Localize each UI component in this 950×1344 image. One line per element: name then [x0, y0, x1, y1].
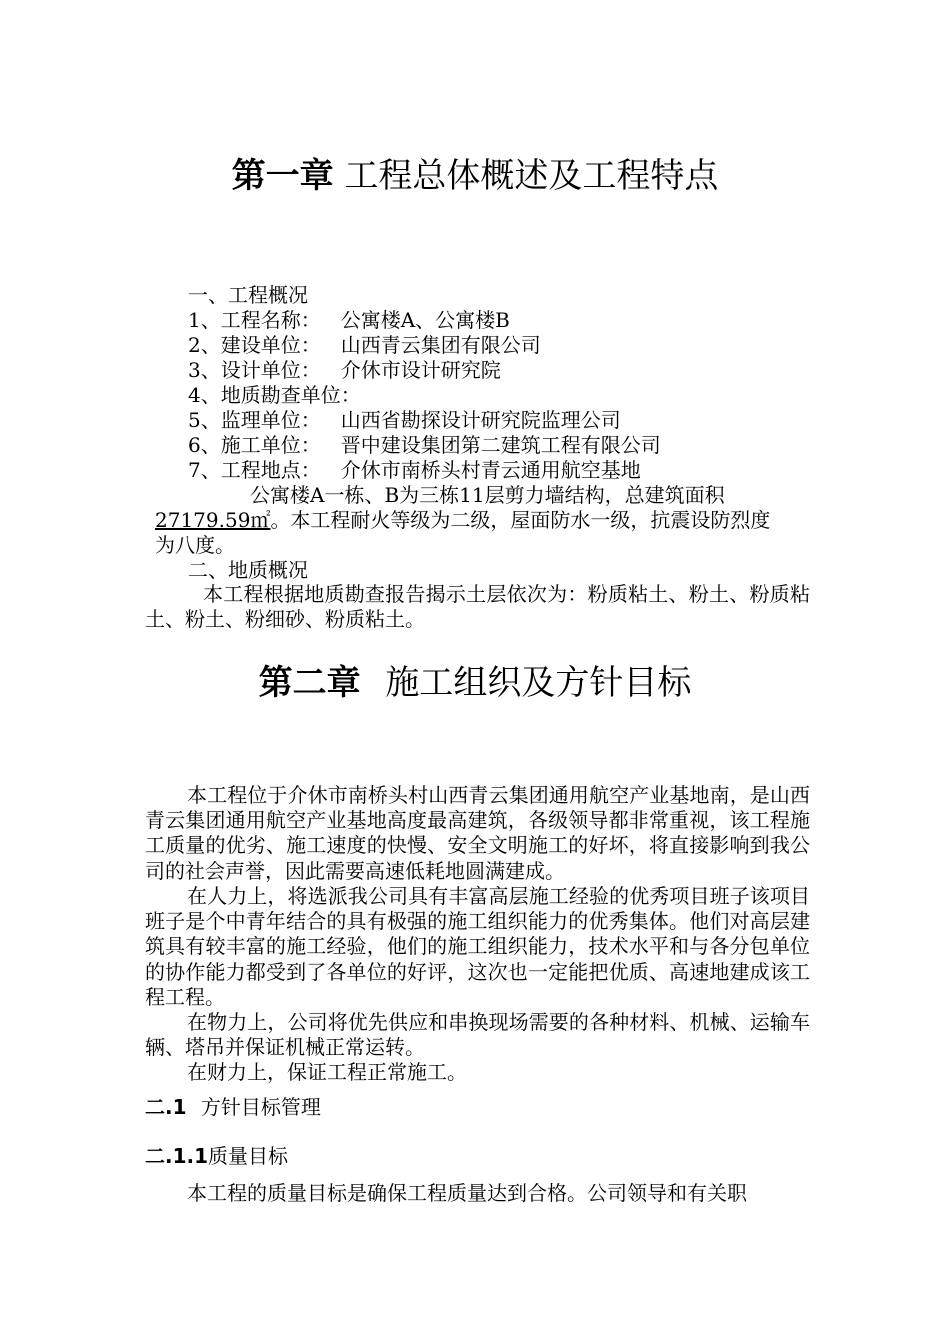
section-number: 二.1 [145, 1095, 187, 1119]
section-2-1-1-heading [145, 1143, 288, 1169]
chapter-1-number: 第一章 [231, 156, 334, 196]
item-value: 晋中建设集团第二建筑工程有限公司 [340, 433, 661, 457]
chapter-2-number: 第二章 [258, 663, 361, 703]
item-label: 6、施工单位： [188, 433, 321, 457]
overview-item [188, 458, 641, 483]
overview-description-line-3: 为八度。 [155, 533, 235, 557]
building-area: 27179.59㎡ [155, 508, 271, 532]
chapter-1-heading-text: 工程总体概述及工程特点 [344, 156, 719, 196]
item-label: 3、设计单位： [188, 358, 321, 382]
overview-item [188, 383, 361, 408]
chapter-2-heading-text: 施工组织及方针目标 [385, 663, 692, 703]
description-rest: 。本工程耐火等级为二级，屋面防水一级，抗震设防烈度 [270, 508, 771, 532]
section-title: 质量目标 [208, 1144, 289, 1168]
item-label: 1、工程名称： [188, 308, 321, 332]
item-label: 7、工程地点： [188, 458, 321, 482]
body-paragraph-1: 本工程位于介休市南桥头村山西青云集团通用航空产业基地南，是山西青云集团通用航空产业基地高度最高建筑，各级领导都非常重视，该工程施工质量的优劣、施工速度的快慢、安全文明施工的好坏，将直接影响到我公司的社会声誉，因此需要高速低耗地圆满建成。 [145, 783, 810, 883]
overview-item [188, 358, 501, 383]
item-label: 2、建设单位： [188, 333, 321, 357]
overview-item [188, 308, 510, 333]
item-value: 介休市南桥头村青云通用航空基地 [340, 458, 641, 482]
geology-heading: 二、地质概况 [188, 558, 308, 582]
item-label: 4、地质勘查单位： [188, 383, 361, 407]
item-value: 公寓楼A、公寓楼B [340, 308, 510, 332]
overview-item [188, 333, 541, 358]
item-value: 山西青云集团有限公司 [340, 333, 541, 357]
overview-item [188, 433, 661, 458]
overview-description-line-1: 公寓楼A一栋、B为三栋11层剪力墙结构，总建筑面积 [250, 483, 725, 507]
item-value: 山西省勘探设计研究院监理公司 [340, 408, 621, 432]
chapter-2-title [0, 661, 950, 705]
body-paragraph-2: 在人力上，将选派我公司具有丰富高层施工经验的优秀项目班子该项目班子是个中青年结合的具有极强的施工组织能力的优秀集体。他们对高层建筑具有较丰富的施工经验，他们的施工组织能力，技术水平和与各分包单位的协作能力都受到了各单位的好评，这次也一定能把优质、高速地建成该工程工程。 [145, 884, 810, 1009]
body-paragraph-4: 在财力上，保证工程正常施工。 [187, 1060, 467, 1084]
item-value: 介休市设计研究院 [340, 358, 501, 382]
item-label: 5、监理单位： [188, 408, 321, 432]
chapter-1-title [0, 154, 950, 198]
section-2-1-heading [145, 1094, 321, 1120]
section-number: 二.1.1 [145, 1144, 209, 1168]
quality-paragraph: 本工程的质量目标是确保工程质量达到合格。公司领导和有关职 [187, 1181, 747, 1205]
section-title: 方针目标管理 [200, 1095, 321, 1119]
geology-paragraph: 本工程根据地质勘查报告揭示土层依次为：粉质粘土、粉土、粉质粘土、粉土、粉细砂、粉质粘土。 [145, 582, 810, 632]
body-paragraph-3: 在物力上，公司将优先供应和串换现场需要的各种材料、机械、运输车辆、塔吊并保证机械正常运转。 [145, 1010, 810, 1060]
overview-item [188, 408, 621, 433]
overview-description-line-2 [155, 508, 770, 533]
overview-heading: 一、工程概况 [188, 283, 308, 307]
